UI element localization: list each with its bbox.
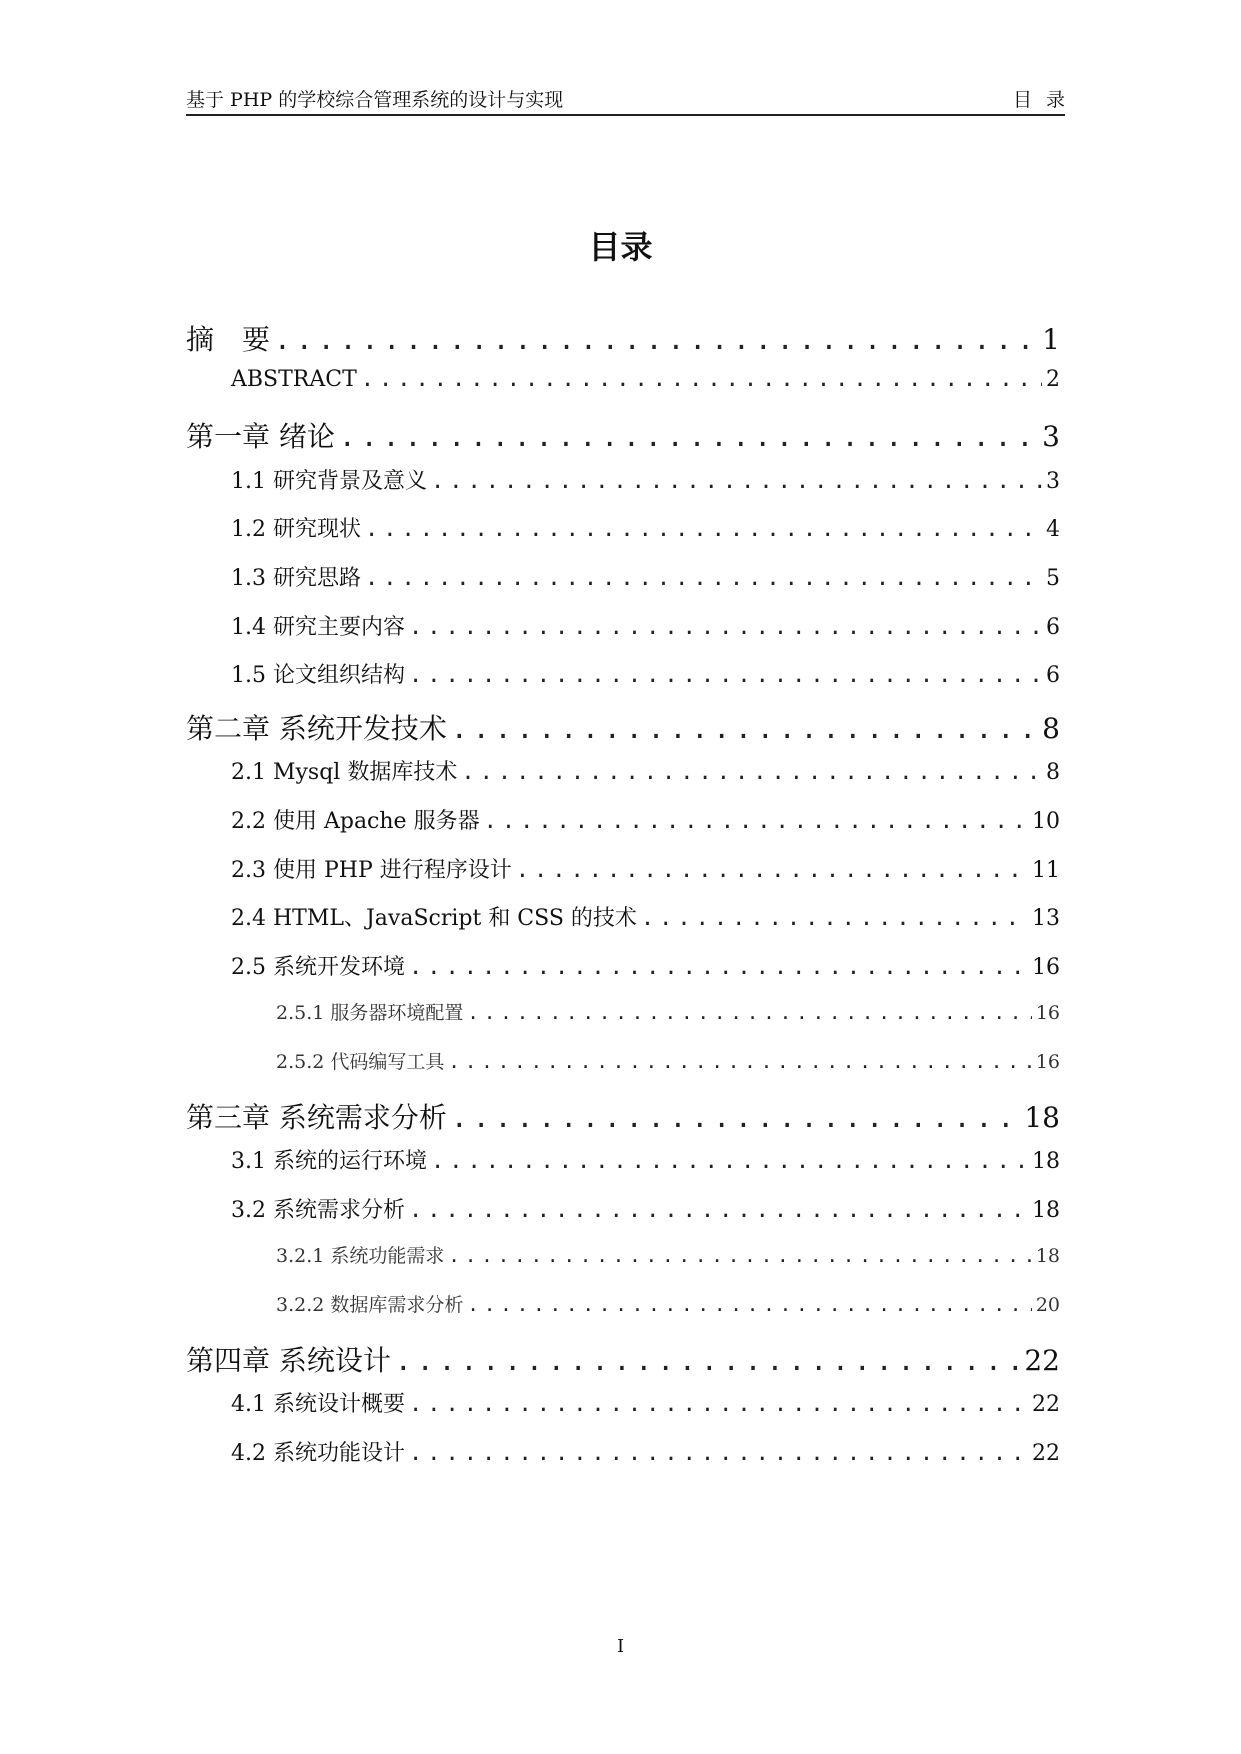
toc-entry-page: 22 xyxy=(1024,1343,1060,1377)
toc-entry xyxy=(276,998,1060,1025)
toc-entry xyxy=(231,755,1060,786)
toc-dot-leader xyxy=(409,955,1028,980)
toc-entry-label: 1.3 研究思路 xyxy=(231,566,361,591)
toc-entry xyxy=(231,512,1060,543)
toc-entry-label: 2.4 HTML、JavaScript 和 CSS 的技术 xyxy=(231,906,637,932)
toc-entry xyxy=(231,853,1060,884)
toc-dot-leader xyxy=(409,1392,1028,1417)
toc-entry-page: 4 xyxy=(1046,517,1060,543)
toc-entry xyxy=(231,1144,1060,1175)
running-header xyxy=(186,86,1079,116)
toc-entry-label: 1.1 研究背景及意义 xyxy=(231,468,427,494)
toc-dot-leader xyxy=(451,712,1038,745)
toc-entry-page: 5 xyxy=(1046,566,1060,591)
toc-entry-label: 4.2 系统功能设计 xyxy=(231,1440,405,1466)
toc-dot-leader xyxy=(361,367,1042,392)
toc-entry-label: 2.5.2 代码编写工具 xyxy=(276,1051,445,1073)
toc-dot-leader xyxy=(365,517,1042,542)
toc-entry-label: 3.2 系统需求分析 xyxy=(231,1197,405,1223)
toc-entry-page: 8 xyxy=(1046,760,1060,786)
toc-entry-label: 3.2.2 数据库需求分析 xyxy=(276,1294,464,1316)
toc-entry xyxy=(231,367,1060,392)
toc-entry xyxy=(186,1339,1060,1379)
toc-entry xyxy=(231,610,1060,641)
toc-entry xyxy=(231,1387,1060,1418)
toc-entry-page: 16 xyxy=(1032,954,1060,980)
toc-dot-leader xyxy=(516,858,1028,883)
toc-entry xyxy=(186,318,1060,358)
toc-entry-page: 6 xyxy=(1046,663,1060,689)
toc-entry-page: 18 xyxy=(1024,1100,1060,1134)
toc-entry-page: 18 xyxy=(1032,1149,1060,1175)
toc-dot-leader xyxy=(409,1441,1028,1466)
toc-entry xyxy=(276,1290,1060,1317)
toc-entry-label: 第四章 系统设计 xyxy=(186,1343,391,1377)
toc-entry-label: 2.5.1 服务器环境配置 xyxy=(276,1002,464,1025)
toc-entry-page: 3 xyxy=(1046,468,1060,494)
toc-entry-page: 22 xyxy=(1032,1392,1060,1418)
toc-dot-leader xyxy=(448,1245,1031,1267)
toc-dot-leader xyxy=(409,663,1042,688)
toc-entry xyxy=(231,464,1060,495)
toc-dot-leader xyxy=(467,1002,1031,1024)
toc-entry-label: ABSTRACT xyxy=(231,366,357,392)
toc-dot-leader xyxy=(431,1149,1028,1174)
toc-entry-label: 第二章 系统开发技术 xyxy=(186,711,447,745)
toc-entry-page: 22 xyxy=(1032,1440,1060,1466)
toc-entry-page: 18 xyxy=(1032,1197,1060,1223)
toc-entry-page: 13 xyxy=(1032,906,1060,932)
toc-entry-label: 摘 要 xyxy=(186,323,271,356)
toc-entry-page: 16 xyxy=(1035,1051,1060,1073)
toc-dot-leader xyxy=(365,566,1042,591)
toc-dot-leader xyxy=(431,469,1042,494)
toc-entry-label: 第一章 绪论 xyxy=(186,420,335,454)
toc-entry-label: 1.2 研究现状 xyxy=(231,517,361,543)
toc-dot-leader xyxy=(467,1294,1031,1316)
toc-entry-label: 2.5 系统开发环境 xyxy=(231,954,405,980)
toc-entry-label: 3.2.1 系统功能需求 xyxy=(276,1245,445,1268)
toc-entry xyxy=(186,415,1060,455)
toc-entry-label: 2.3 使用 PHP 进行程序设计 xyxy=(231,857,512,883)
page-number: I xyxy=(616,1636,625,1657)
header-thesis-title: 基于 PHP 的学校综合管理系统的设计与实现 xyxy=(186,89,564,111)
toc-entry-label: 4.1 系统设计概要 xyxy=(231,1392,405,1418)
toc-entry-page: 3 xyxy=(1042,420,1060,454)
toc-entry-label: 1.4 研究主要内容 xyxy=(231,614,405,640)
toc-dot-leader xyxy=(448,1051,1031,1073)
toc-dot-leader xyxy=(339,420,1038,453)
toc-entry-page: 20 xyxy=(1035,1294,1060,1316)
toc-entry-label: 2.1 Mysql 数据库技术 xyxy=(231,760,458,786)
toc-entry xyxy=(231,561,1060,592)
toc-entry xyxy=(276,1241,1060,1268)
toc-entry xyxy=(231,950,1060,981)
toc-entry-label: 1.5 论文组织结构 xyxy=(231,663,405,689)
toc-dot-leader xyxy=(274,323,1038,356)
toc-entry-page: 1 xyxy=(1042,323,1060,356)
toc-dot-leader xyxy=(461,760,1042,785)
toc-entry xyxy=(231,658,1060,689)
toc-entry-label: 2.2 使用 Apache 服务器 xyxy=(231,809,480,834)
toc-entry-page: 10 xyxy=(1032,809,1060,834)
toc-entry xyxy=(276,1047,1060,1074)
toc-entry xyxy=(231,901,1060,932)
toc-entry-page: 2 xyxy=(1046,366,1060,392)
toc-entry xyxy=(231,1193,1060,1224)
toc-entry-label: 第三章 系统需求分析 xyxy=(186,1100,447,1134)
toc-entry xyxy=(231,1436,1060,1467)
toc-dot-leader xyxy=(451,1101,1020,1134)
toc-entry-page: 18 xyxy=(1035,1245,1060,1268)
header-section-name: 目录 xyxy=(1012,89,1079,111)
toc-entry-label: 3.1 系统的运行环境 xyxy=(231,1149,427,1175)
toc-entry xyxy=(186,707,1060,747)
toc-dot-leader xyxy=(409,1198,1028,1223)
toc-dot-leader xyxy=(395,1344,1020,1377)
toc-entry xyxy=(231,804,1060,835)
toc-entry xyxy=(186,1096,1060,1136)
toc-entry-page: 6 xyxy=(1046,614,1060,640)
toc-entry-page: 16 xyxy=(1035,1002,1060,1025)
toc-dot-leader xyxy=(484,809,1028,834)
toc-dot-leader xyxy=(641,906,1028,931)
toc-entry-page: 8 xyxy=(1042,711,1060,745)
toc-entry-page: 11 xyxy=(1032,857,1060,883)
toc-dot-leader xyxy=(409,615,1042,640)
page-title: 目录 xyxy=(588,228,653,266)
